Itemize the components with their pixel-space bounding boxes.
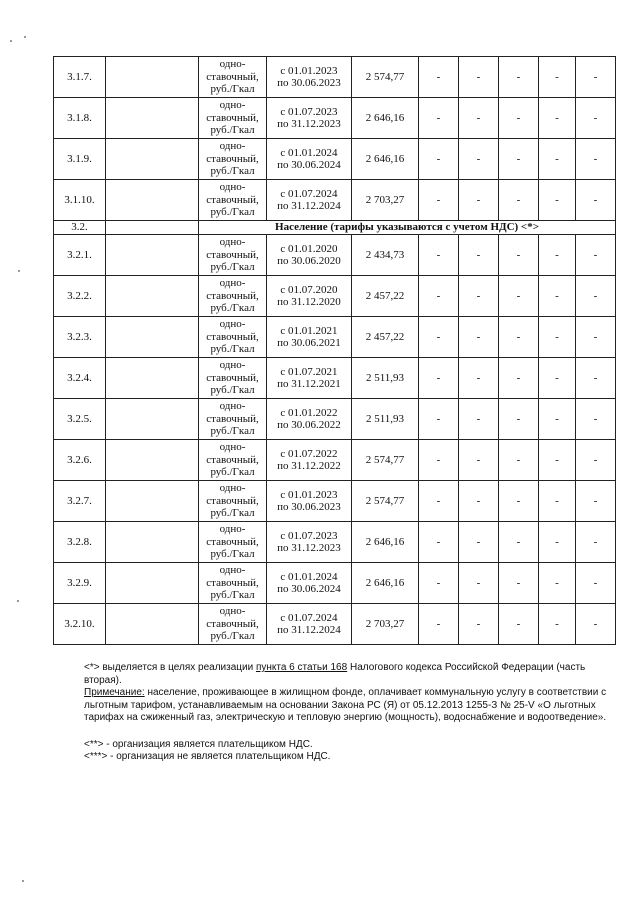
- period-to: по 30.06.2020: [277, 255, 341, 267]
- row-number: 3.1.8.: [54, 98, 106, 139]
- row-number: 3.2.4.: [54, 358, 106, 399]
- empty-value-dash: -: [576, 440, 616, 481]
- vat-footnote: [84, 662, 608, 687]
- period-cell: [267, 563, 352, 604]
- unit-line: одно-: [219, 359, 246, 372]
- empty-value-dash: -: [499, 235, 539, 276]
- empty-value-dash: -: [576, 235, 616, 276]
- empty-value-dash: -: [576, 57, 616, 98]
- tariff-value: 2 703,27: [352, 604, 419, 645]
- period-to: по 30.06.2023: [277, 501, 341, 513]
- empty-value-dash: -: [576, 98, 616, 139]
- row-name-cell: [106, 358, 199, 399]
- unit-line: руб./Гкал: [210, 302, 255, 315]
- unit-cell: [199, 440, 267, 481]
- period-from: с 01.07.2024: [280, 611, 338, 624]
- unit-line: ставочный,: [206, 289, 259, 302]
- unit-line: ставочный,: [206, 330, 259, 343]
- row-name-cell: [106, 399, 199, 440]
- period-cell: [267, 358, 352, 399]
- scan-speck: [18, 270, 20, 272]
- unit-line: одно-: [219, 99, 246, 112]
- empty-value-dash: -: [459, 604, 499, 645]
- empty-value-dash: -: [576, 139, 616, 180]
- empty-value-dash: -: [539, 235, 576, 276]
- unit-line: одно-: [219, 277, 246, 290]
- empty-value-dash: -: [539, 139, 576, 180]
- empty-value-dash: -: [419, 57, 459, 98]
- row-name-cell: [106, 317, 199, 358]
- period-cell: [267, 522, 352, 563]
- empty-value-dash: -: [539, 98, 576, 139]
- table-row: [54, 317, 616, 358]
- row-number: 3.2.5.: [54, 399, 106, 440]
- empty-value-dash: -: [419, 139, 459, 180]
- empty-value-dash: -: [499, 563, 539, 604]
- unit-cell: [199, 180, 267, 221]
- empty-value-dash: -: [499, 522, 539, 563]
- unit-cell: [199, 317, 267, 358]
- empty-value-dash: -: [459, 180, 499, 221]
- period-from: с 01.01.2024: [280, 570, 338, 583]
- table-row: [54, 139, 616, 180]
- period-cell: [267, 276, 352, 317]
- period-from: с 01.01.2024: [280, 146, 338, 159]
- unit-line: ставочный,: [206, 617, 259, 630]
- empty-value-dash: -: [419, 563, 459, 604]
- unit-line: руб./Гкал: [210, 425, 255, 438]
- row-number: 3.2.7.: [54, 481, 106, 522]
- tariff-value: 2 703,27: [352, 180, 419, 221]
- scan-speck: [17, 600, 19, 602]
- scan-speck: [22, 880, 24, 882]
- unit-line: руб./Гкал: [210, 548, 255, 561]
- period-cell: [267, 604, 352, 645]
- empty-value-dash: -: [419, 440, 459, 481]
- unit-cell: [199, 481, 267, 522]
- period-from: с 01.01.2020: [280, 242, 338, 255]
- table-row: [54, 481, 616, 522]
- empty-value-dash: -: [539, 399, 576, 440]
- row-number: 3.1.7.: [54, 57, 106, 98]
- period-to: по 31.12.2024: [277, 624, 341, 636]
- unit-line: ставочный,: [206, 494, 259, 507]
- period-from: с 01.01.2022: [280, 406, 338, 419]
- period-cell: [267, 440, 352, 481]
- empty-value-dash: -: [419, 276, 459, 317]
- empty-value-dash: -: [419, 180, 459, 221]
- unit-line: одно-: [219, 140, 246, 153]
- empty-value-dash: -: [419, 358, 459, 399]
- period-to: по 30.06.2024: [277, 159, 341, 171]
- period-from: с 01.01.2023: [280, 64, 338, 77]
- unit-line: одно-: [219, 236, 246, 249]
- period-to: по 31.12.2024: [277, 200, 341, 212]
- table-row: [54, 358, 616, 399]
- empty-value-dash: -: [499, 317, 539, 358]
- table-row: [54, 399, 616, 440]
- empty-value-dash: -: [499, 139, 539, 180]
- unit-line: руб./Гкал: [210, 165, 255, 178]
- unit-line: одно-: [219, 605, 246, 618]
- unit-line: руб./Гкал: [210, 206, 255, 219]
- unit-line: одно-: [219, 58, 246, 71]
- tariff-value: 2 434,73: [352, 235, 419, 276]
- tariff-value: 2 574,77: [352, 57, 419, 98]
- empty-value-dash: -: [576, 399, 616, 440]
- unit-line: ставочный,: [206, 576, 259, 589]
- unit-cell: [199, 57, 267, 98]
- tax-code-link[interactable]: пункта 6 статьи 168: [255, 662, 348, 673]
- empty-value-dash: -: [459, 139, 499, 180]
- empty-value-dash: -: [499, 481, 539, 522]
- unit-line: ставочный,: [206, 111, 259, 124]
- empty-value-dash: -: [459, 563, 499, 604]
- section-number: 3.2.: [54, 221, 106, 235]
- table-row: [54, 180, 616, 221]
- unit-line: одно-: [219, 181, 246, 194]
- period-from: с 01.07.2024: [280, 187, 338, 200]
- empty-value-dash: -: [539, 358, 576, 399]
- empty-value-dash: -: [576, 522, 616, 563]
- empty-value-dash: -: [499, 98, 539, 139]
- empty-value-dash: -: [459, 522, 499, 563]
- empty-value-dash: -: [419, 399, 459, 440]
- empty-value-dash: -: [419, 522, 459, 563]
- period-to: по 31.12.2021: [277, 378, 341, 390]
- unit-line: руб./Гкал: [210, 343, 255, 356]
- period-from: с 01.07.2023: [280, 105, 338, 118]
- empty-value-dash: -: [419, 604, 459, 645]
- unit-cell: [199, 139, 267, 180]
- period-to: по 31.12.2023: [277, 118, 341, 130]
- empty-value-dash: -: [576, 180, 616, 221]
- unit-line: ставочный,: [206, 412, 259, 425]
- row-number: 3.2.1.: [54, 235, 106, 276]
- period-cell: [267, 481, 352, 522]
- empty-value-dash: -: [576, 317, 616, 358]
- tariff-value: 2 646,16: [352, 98, 419, 139]
- period-from: с 01.07.2021: [280, 365, 338, 378]
- tariff-value: 2 457,22: [352, 317, 419, 358]
- empty-value-dash: -: [499, 440, 539, 481]
- empty-value-dash: -: [539, 481, 576, 522]
- period-cell: [267, 98, 352, 139]
- footnotes: [84, 662, 608, 764]
- empty-value-dash: -: [419, 317, 459, 358]
- row-name-cell: [106, 180, 199, 221]
- empty-value-dash: -: [539, 440, 576, 481]
- unit-line: одно-: [219, 523, 246, 536]
- empty-value-dash: -: [576, 563, 616, 604]
- empty-value-dash: -: [459, 317, 499, 358]
- section-title: Население (тарифы указываются с учетом НДС) <*>: [199, 221, 616, 235]
- empty-value-dash: -: [499, 57, 539, 98]
- row-number: 3.1.10.: [54, 180, 106, 221]
- empty-value-dash: -: [459, 440, 499, 481]
- empty-value-dash: -: [459, 235, 499, 276]
- unit-line: ставочный,: [206, 535, 259, 548]
- vat-nonpayer-note: <***> - организация не является плательщиком НДС.: [84, 751, 331, 762]
- unit-line: руб./Гкал: [210, 384, 255, 397]
- period-from: с 01.07.2022: [280, 447, 338, 460]
- period-to: по 30.06.2024: [277, 583, 341, 595]
- empty-value-dash: -: [576, 604, 616, 645]
- row-number: 3.2.10.: [54, 604, 106, 645]
- unit-cell: [199, 563, 267, 604]
- table-row: [54, 235, 616, 276]
- row-name-cell: [106, 139, 199, 180]
- period-cell: [267, 139, 352, 180]
- empty-value-dash: -: [499, 358, 539, 399]
- remark-paragraph: [84, 687, 608, 725]
- row-number: 3.1.9.: [54, 139, 106, 180]
- period-from: с 01.07.2023: [280, 529, 338, 542]
- unit-line: ставочный,: [206, 371, 259, 384]
- tariff-value: 2 646,16: [352, 522, 419, 563]
- period-to: по 31.12.2022: [277, 460, 341, 472]
- tariff-value: 2 511,93: [352, 399, 419, 440]
- table-row: [54, 563, 616, 604]
- period-from: с 01.01.2021: [280, 324, 338, 337]
- row-number: 3.2.3.: [54, 317, 106, 358]
- vat-footnote-prefix: <*> выделяется в целях реализации: [84, 662, 256, 673]
- tariff-value: 2 574,77: [352, 481, 419, 522]
- empty-value-dash: -: [539, 522, 576, 563]
- period-to: по 31.12.2020: [277, 296, 341, 308]
- empty-value-dash: -: [459, 399, 499, 440]
- unit-line: ставочный,: [206, 453, 259, 466]
- empty-value-dash: -: [539, 57, 576, 98]
- unit-cell: [199, 235, 267, 276]
- vat-payer-note: <**> - организация является плательщиком НДС.: [84, 738, 313, 750]
- table-row: [54, 440, 616, 481]
- unit-line: руб./Гкал: [210, 83, 255, 96]
- unit-line: руб./Гкал: [210, 507, 255, 520]
- unit-cell: [199, 98, 267, 139]
- table-row: [54, 276, 616, 317]
- row-number: 3.2.9.: [54, 563, 106, 604]
- table-row: [54, 57, 616, 98]
- unit-line: руб./Гкал: [210, 261, 255, 274]
- row-name-cell: [106, 98, 199, 139]
- period-to: по 30.06.2021: [277, 337, 341, 349]
- table-row: [54, 604, 616, 645]
- tariff-table-body: [54, 57, 616, 645]
- row-name-cell: [106, 481, 199, 522]
- row-number: 3.2.2.: [54, 276, 106, 317]
- empty-value-dash: -: [576, 276, 616, 317]
- row-name-cell: [106, 235, 199, 276]
- empty-value-dash: -: [419, 98, 459, 139]
- empty-value-dash: -: [459, 276, 499, 317]
- period-cell: [267, 399, 352, 440]
- row-name-cell: [106, 276, 199, 317]
- section-blank-cell: [106, 221, 199, 235]
- unit-cell: [199, 604, 267, 645]
- period-from: с 01.07.2020: [280, 283, 338, 296]
- empty-value-dash: -: [539, 276, 576, 317]
- section-header-row: [54, 221, 616, 235]
- empty-value-dash: -: [539, 563, 576, 604]
- empty-value-dash: -: [576, 358, 616, 399]
- unit-line: одно-: [219, 482, 246, 495]
- period-to: по 31.12.2023: [277, 542, 341, 554]
- period-to: по 30.06.2022: [277, 419, 341, 431]
- period-cell: [267, 235, 352, 276]
- table-row: [54, 522, 616, 563]
- scan-speck: [10, 40, 12, 42]
- unit-line: руб./Гкал: [210, 589, 255, 602]
- unit-line: ставочный,: [206, 70, 259, 83]
- row-number: 3.2.8.: [54, 522, 106, 563]
- scan-speck: [24, 36, 26, 38]
- row-name-cell: [106, 440, 199, 481]
- unit-line: руб./Гкал: [210, 466, 255, 479]
- row-name-cell: [106, 522, 199, 563]
- vat-footnote-suffix: Налогового кодекса Российской Федерации (часть вторая).: [84, 662, 586, 686]
- tariff-value: 2 646,16: [352, 563, 419, 604]
- period-to: по 30.06.2023: [277, 77, 341, 89]
- table-row: [54, 98, 616, 139]
- empty-value-dash: -: [539, 180, 576, 221]
- empty-value-dash: -: [576, 481, 616, 522]
- empty-value-dash: -: [539, 604, 576, 645]
- empty-value-dash: -: [499, 604, 539, 645]
- empty-value-dash: -: [499, 180, 539, 221]
- period-from: с 01.01.2023: [280, 488, 338, 501]
- unit-line: ставочный,: [206, 152, 259, 165]
- row-name-cell: [106, 57, 199, 98]
- period-cell: [267, 57, 352, 98]
- empty-value-dash: -: [459, 481, 499, 522]
- unit-line: одно-: [219, 441, 246, 454]
- empty-value-dash: -: [539, 317, 576, 358]
- unit-cell: [199, 358, 267, 399]
- unit-cell: [199, 276, 267, 317]
- unit-cell: [199, 522, 267, 563]
- unit-line: одно-: [219, 564, 246, 577]
- empty-value-dash: -: [419, 235, 459, 276]
- empty-value-dash: -: [499, 276, 539, 317]
- empty-value-dash: -: [419, 481, 459, 522]
- tariff-value: 2 457,22: [352, 276, 419, 317]
- unit-line: одно-: [219, 400, 246, 413]
- remark-text: население, проживающее в жилищном фонде, оплачивает коммунальную услугу в соответствии с льготным тарифом, устанавливаемым на основании Закона РС (Я) от 05.12.2013 1255-З № 25-V «О льготных тарифах на сжиженный газ, электрическую и тепловую энергию (мощность), водоснабжение и водоотведение».: [84, 687, 607, 723]
- row-name-cell: [106, 604, 199, 645]
- unit-line: руб./Гкал: [210, 630, 255, 643]
- row-number: 3.2.6.: [54, 440, 106, 481]
- unit-line: ставочный,: [206, 248, 259, 261]
- tariff-value: 2 511,93: [352, 358, 419, 399]
- period-cell: [267, 180, 352, 221]
- empty-value-dash: -: [459, 358, 499, 399]
- unit-line: ставочный,: [206, 193, 259, 206]
- tariff-value: 2 646,16: [352, 139, 419, 180]
- tariff-value: 2 574,77: [352, 440, 419, 481]
- empty-value-dash: -: [499, 399, 539, 440]
- period-cell: [267, 317, 352, 358]
- empty-value-dash: -: [459, 57, 499, 98]
- tariff-table: [53, 56, 616, 645]
- unit-line: руб./Гкал: [210, 124, 255, 137]
- empty-value-dash: -: [459, 98, 499, 139]
- remark-label: Примечание:: [84, 687, 145, 698]
- row-name-cell: [106, 563, 199, 604]
- unit-line: одно-: [219, 318, 246, 331]
- unit-cell: [199, 399, 267, 440]
